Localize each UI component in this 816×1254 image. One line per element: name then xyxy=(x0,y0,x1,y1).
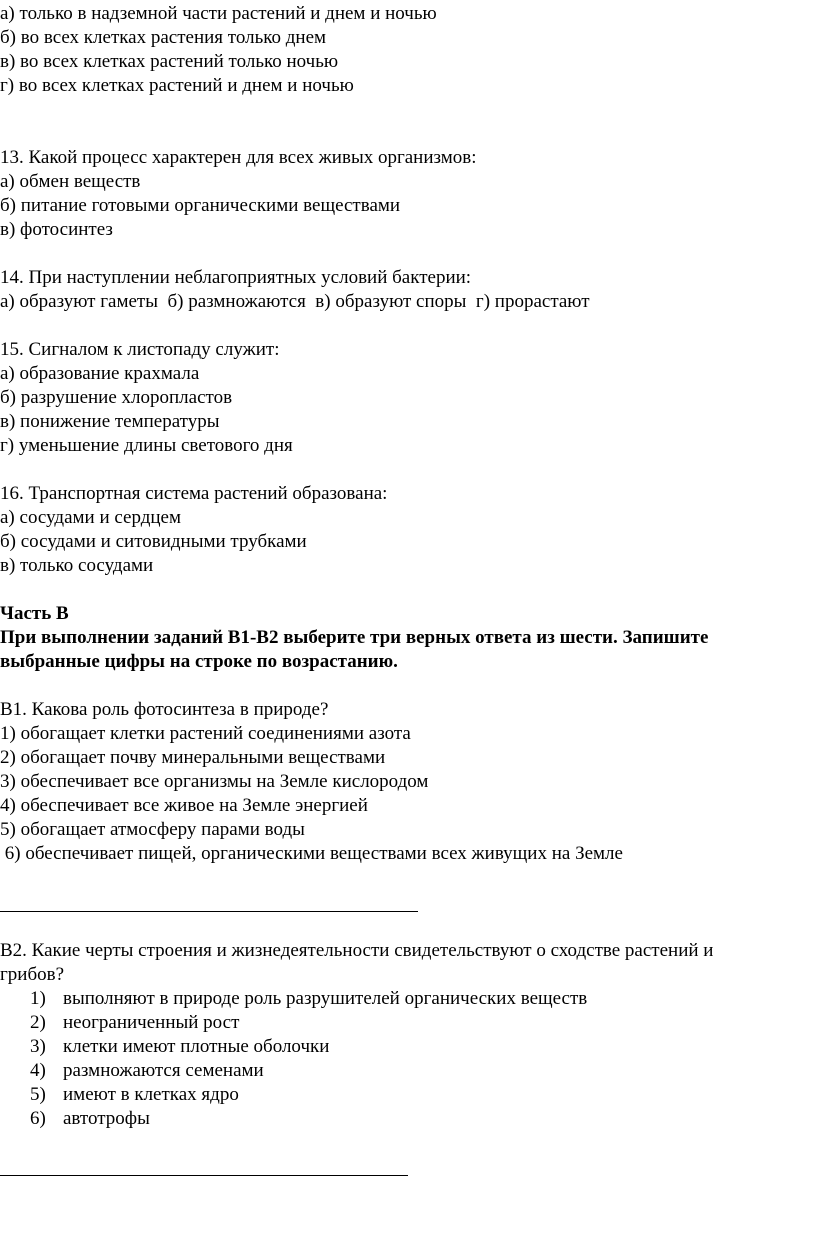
b2-option-5-text: имеют в клетках ядро xyxy=(63,1084,239,1105)
b2-answer-line[interactable] xyxy=(0,1175,408,1176)
q13-option-a: а) обмен веществ xyxy=(0,171,141,192)
q15-option-c: в) понижение температуры xyxy=(0,411,220,432)
b2-option-6-number: 6) xyxy=(30,1108,46,1129)
b2-question-line2: грибов? xyxy=(0,964,65,985)
b1-option-6: 6) обеспечивает пищей, органическими веществами всех живущих на Земле xyxy=(0,843,623,864)
q13-option-c: в) фотосинтез xyxy=(0,219,113,240)
q16-option-b: б) сосудами и ситовидными трубками xyxy=(0,531,307,552)
q13-question: 13. Какой процесс характерен для всех живых организмов: xyxy=(0,147,477,168)
q15-option-a: а) образование крахмала xyxy=(0,363,200,384)
b2-question-line1: В2. Какие черты строения и жизнедеятельности свидетельствуют о сходстве растений и xyxy=(0,940,714,961)
part-b-title: Часть В xyxy=(0,603,69,624)
b1-option-1: 1) обогащает клетки растений соединениями азота xyxy=(0,723,411,744)
q16-option-a: а) сосудами и сердцем xyxy=(0,507,182,528)
b2-option-4-text: размножаются семенами xyxy=(63,1060,264,1081)
part-b-instruction-line2: выбранные цифры на строке по возрастанию. xyxy=(0,651,398,672)
b2-option-6-text: автотрофы xyxy=(63,1108,150,1129)
b2-option-2-number: 2) xyxy=(30,1012,46,1033)
b1-option-5: 5) обогащает атмосферу парами воды xyxy=(0,819,305,840)
q16-option-c: в) только сосудами xyxy=(0,555,154,576)
q12-option-b: б) во всех клетках растения только днем xyxy=(0,27,327,48)
b2-option-2-text: неограниченный рост xyxy=(63,1012,240,1033)
b1-option-3: 3) обеспечивает все организмы на Земле кислородом xyxy=(0,771,429,792)
q12-option-a: а) только в надземной части растений и днем и ночью xyxy=(0,3,437,24)
b1-answer-line[interactable] xyxy=(0,911,418,912)
q15-option-d: г) уменьшение длины светового дня xyxy=(0,435,293,456)
q16-question: 16. Транспортная система растений образована: xyxy=(0,483,388,504)
b1-option-2: 2) обогащает почву минеральными веществами xyxy=(0,747,386,768)
b2-option-3-text: клетки имеют плотные оболочки xyxy=(63,1036,330,1057)
q12-option-c: в) во всех клетках растений только ночью xyxy=(0,51,339,72)
part-b-instruction-line1: При выполнении заданий В1-В2 выберите три верных ответа из шести. Запишите xyxy=(0,627,709,648)
q13-option-b: б) питание готовыми органическими веществами xyxy=(0,195,401,216)
b2-option-3-number: 3) xyxy=(30,1036,46,1057)
q15-question: 15. Сигналом к листопаду служит: xyxy=(0,339,280,360)
b1-option-4: 4) обеспечивает все живое на Земле энергией xyxy=(0,795,368,816)
q15-option-b: б) разрушение хлоропластов xyxy=(0,387,233,408)
b2-option-5-number: 5) xyxy=(30,1084,46,1105)
b2-option-4-number: 4) xyxy=(30,1060,46,1081)
q14-question: 14. При наступлении неблагоприятных условий бактерии: xyxy=(0,267,472,288)
b2-option-1-number: 1) xyxy=(30,988,46,1009)
b1-question: В1. Какова роль фотосинтеза в природе? xyxy=(0,699,329,720)
b2-option-1-text: выполняют в природе роль разрушителей органических веществ xyxy=(63,988,588,1009)
q14-options: а) образуют гаметы б) размножаются в) образуют споры г) прорастают xyxy=(0,291,590,312)
q12-option-d: г) во всех клетках растений и днем и ночью xyxy=(0,75,354,96)
